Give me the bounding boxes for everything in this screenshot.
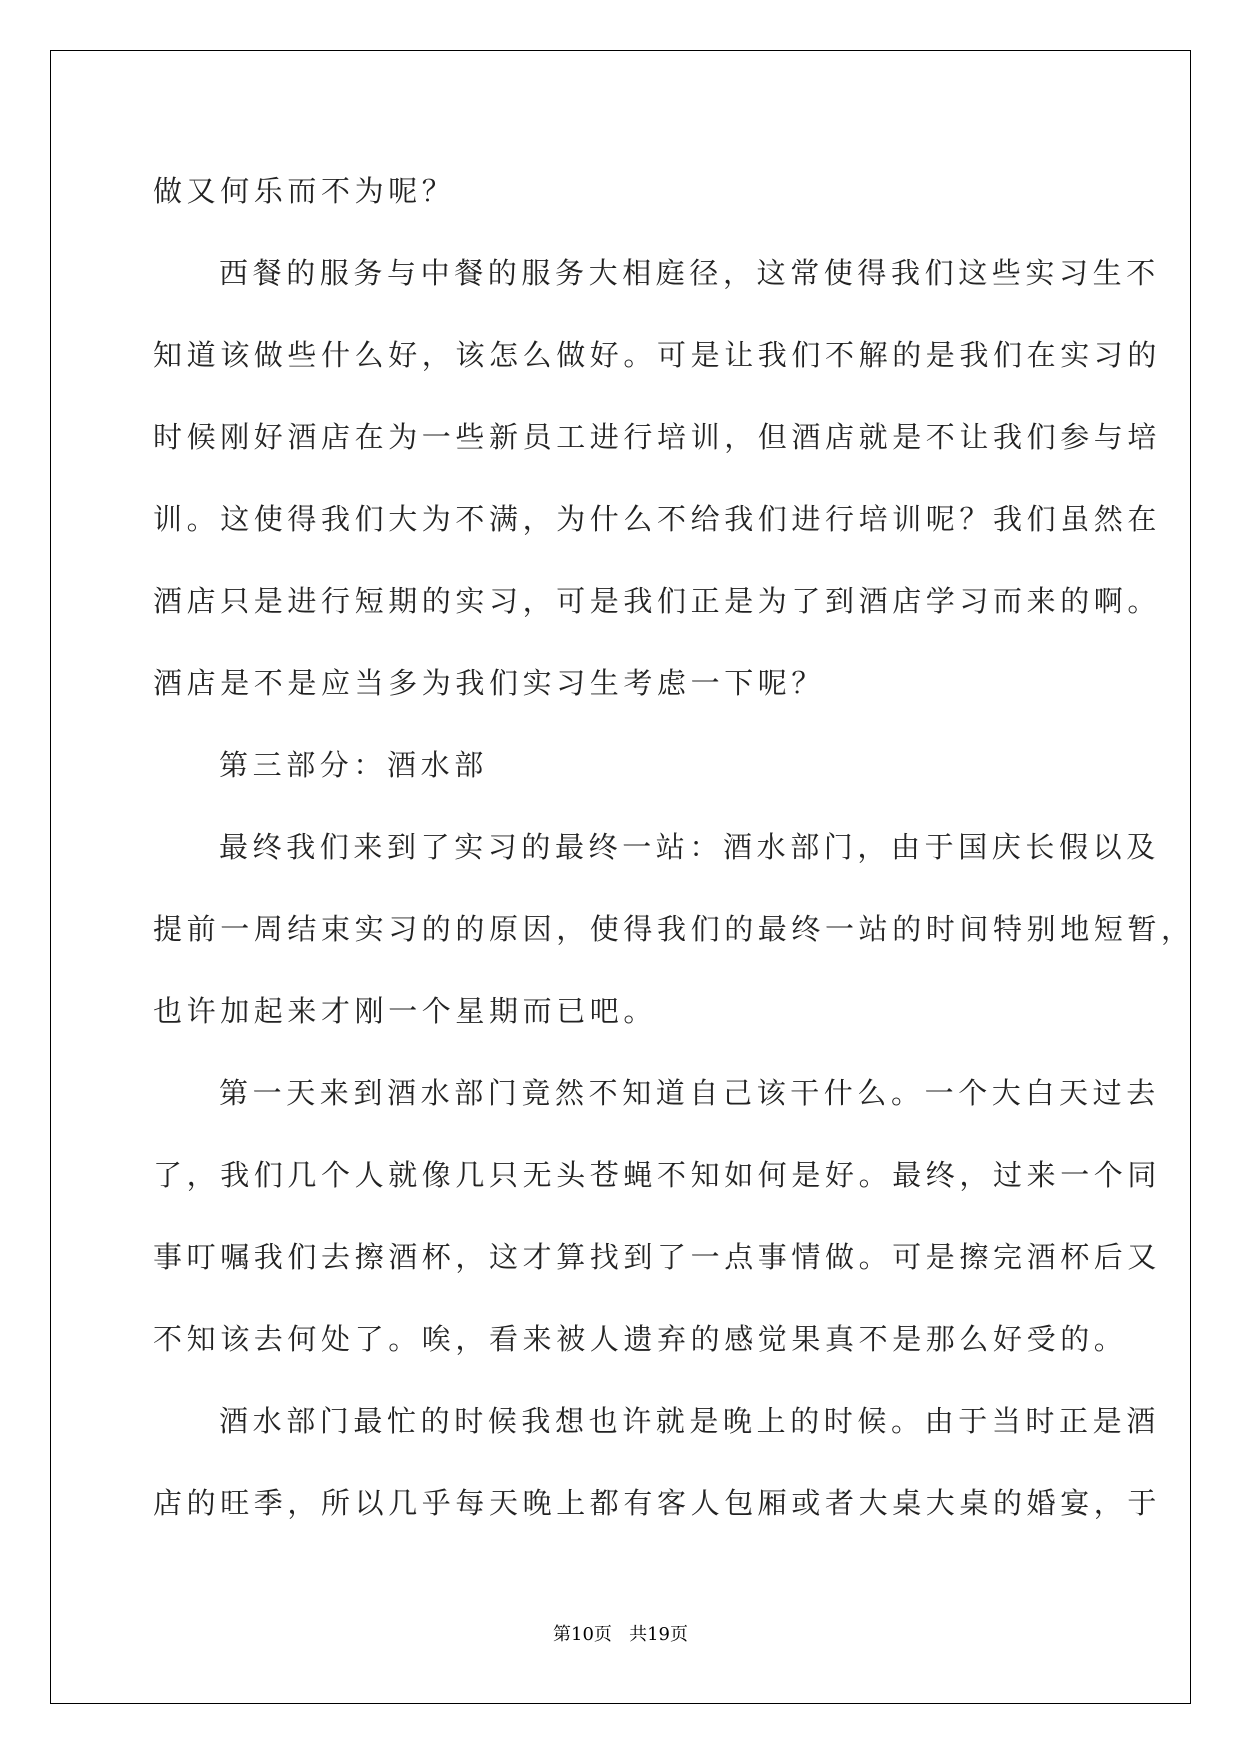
text-line: 时候刚好酒店在为一些新员工进行培训，但酒店就是不让我们参与培: [153, 420, 1162, 454]
text-line: 也许加起来才刚一个星期而已吧。: [153, 994, 658, 1028]
page-total: 共19页: [629, 1624, 688, 1645]
text-line: 事叮嘱我们去擦酒杯，这才算找到了一点事情做。可是擦完酒杯后又: [153, 1240, 1162, 1274]
text-line: 酒店只是进行短期的实习，可是我们正是为了到酒店学习而来的啊。: [153, 584, 1162, 618]
text-line: 不知该去何处了。唉，看来被人遗弃的感觉果真不是那么好受的。: [153, 1322, 1128, 1356]
text-line: 店的旺季，所以几乎每天晚上都有客人包厢或者大桌大桌的婚宴，于: [153, 1486, 1162, 1520]
text-line: 酒店是不是应当多为我们实习生考虑一下呢？: [153, 666, 826, 700]
text-line: 做又何乐而不为呢？: [153, 174, 456, 208]
section-heading: 第三部分：酒水部: [219, 748, 488, 782]
text-line: 提前一周结束实习的的原因，使得我们的最终一站的时间特别地短暂，: [153, 912, 1195, 946]
document-body: [153, 170, 1195, 1564]
page-number: 第10页: [553, 1624, 612, 1645]
text-line: 酒水部门最忙的时候我想也许就是晚上的时候。由于当时正是酒: [219, 1404, 1160, 1438]
text-line: 西餐的服务与中餐的服务大相庭径，这常使得我们这些实习生不: [219, 256, 1160, 290]
text-line: 最终我们来到了实习的最终一站：酒水部门，由于国庆长假以及: [219, 830, 1160, 864]
text-line: 知道该做些什么好，该怎么做好。可是让我们不解的是我们在实习的: [153, 338, 1162, 372]
text-line: 了，我们几个人就像几只无头苍蝇不知如何是好。最终，过来一个同: [153, 1158, 1162, 1192]
text-line: 第一天来到酒水部门竟然不知道自己该干什么。一个大白天过去: [219, 1076, 1160, 1110]
text-line: 训。这使得我们大为不满，为什么不给我们进行培训呢？我们虽然在: [153, 502, 1162, 536]
page-footer: [0, 1620, 1241, 1646]
